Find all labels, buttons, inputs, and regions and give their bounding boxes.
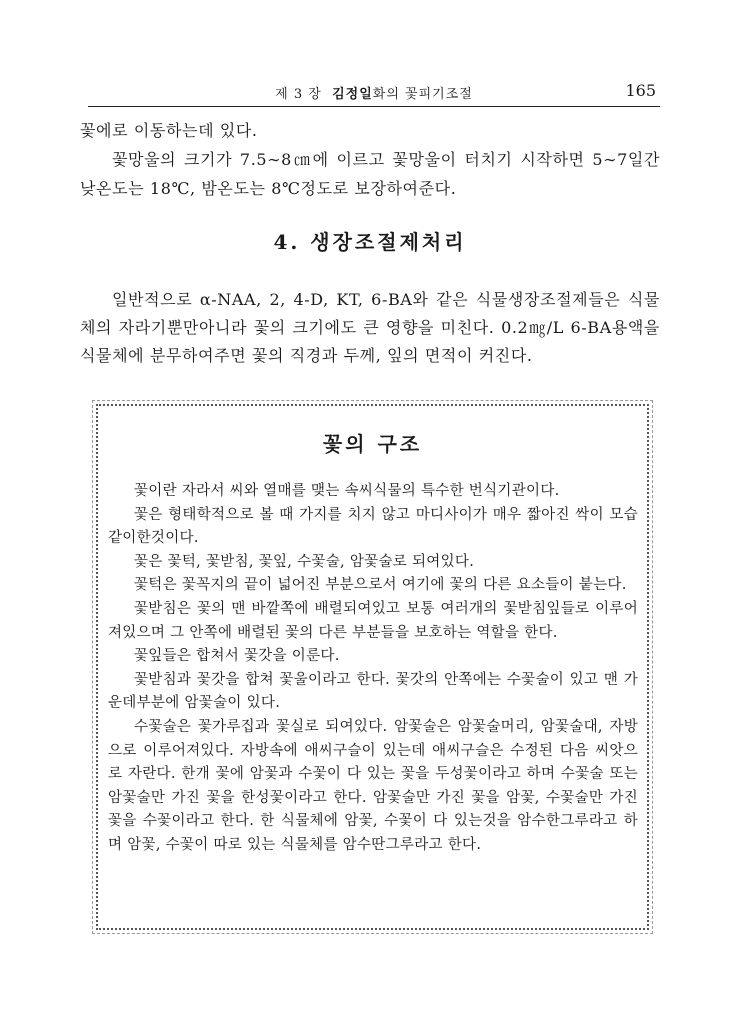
- box-paragraph: 꽃잎들은 합쳐서 꽃갓을 이룬다.: [134, 648, 340, 665]
- section-text: [80, 286, 660, 370]
- page-number: 165: [625, 81, 656, 100]
- section-heading: 4. 생장조절제처리: [273, 230, 467, 254]
- box-paragraph: 꽃받침과 꽃갓을 합쳐 꽃울이라고 한다. 꽃갓의 안쪽에는 수꽃술이 있고 맨 가운데부분에 암꽃술이 있다.: [108, 671, 638, 712]
- box-paragraph: 꽃받침은 꽃의 맨 바깥쪽에 배렬되여있고 보통 여러개의 꽃받침잎들로 이루어져있으며 그 안쪽에 배렬된 꽃의 다른 부분들을 보호하는 역할을 한다.: [108, 600, 638, 641]
- running-title-rest: 화의 꽃피기조절: [372, 87, 473, 102]
- flower-structure-box: [96, 404, 649, 930]
- box-title: 꽃의 구조: [322, 432, 423, 456]
- intro-text: [80, 116, 660, 203]
- page-header: [88, 80, 660, 107]
- running-title: [88, 83, 660, 102]
- chapter-label: 제 3 장: [275, 87, 322, 102]
- intro-line: 꽃에로 이동하는데 있다.: [80, 121, 258, 140]
- box-paragraph: 꽃은 꽃턱, 꽃받침, 꽃잎, 수꽃술, 암꽃술로 되여있다.: [134, 553, 475, 570]
- box-paragraph: 꽃은 형태학적으로 볼 때 가지를 치지 않고 마디사이가 매우 짧아진 싹이 모습같이한것이다.: [108, 506, 638, 547]
- intro-paragraph: 꽃망울의 크기가 7.5∼8㎝에 이르고 꽃망울이 터치기 시작하면 5∼7일간 낮온도는 18℃, 밤온도는 8℃정도로 보장하여준다.: [80, 150, 660, 198]
- section-paragraph: 일반적으로 α-NAA, 2, 4-D, KT, 6-BA와 같은 식물생장조절제들은 식물체의 자라기뿐만아니라 꽃의 크기에도 큰 영향을 미친다. 0.2㎎/L 6-BA용액을 식물체에 분무하여주면 꽃의 직경과 두께, 잎의 면적이 커진다.: [80, 290, 660, 365]
- box-paragraph: 꽃턱은 꽃꼭지의 끝이 넓어진 부분으로서 여기에 꽃의 다른 요소들이 붙는다.: [134, 577, 627, 594]
- running-title-bold: 김정일: [332, 87, 373, 102]
- box-paragraph: 꽃이란 자라서 씨와 열매를 맺는 속씨식물의 특수한 번식기관이다.: [134, 483, 560, 499]
- box-paragraph: 수꽃술은 꽃가루집과 꽃실로 되여있다. 암꽃술은 암꽃술머리, 암꽃술대, 자방으로 이루어져있다. 자방속에 애씨구슬이 있는데 애씨구슬은 수정된 다음 씨앗으로 자란다. 한개 꽃에 암꽃과 수꽃이 다 있는 꽃을 두성꽃이라고 하며 수꽃술 또는 암꽃술만 가진 꽃을 한성꽃이라고 한다. 암꽃술만 가진 꽃을 암꽃, 수꽃술만 가진 꽃을 수꽃이라고 한다. 한 식물체에 암꽃, 수꽃이 다 있는것을 암수한그루라고 하며 암꽃, 수꽃이 따로 있는 식물체를 암수딴그루라고 한다.: [108, 718, 638, 853]
- box-body: [108, 480, 638, 858]
